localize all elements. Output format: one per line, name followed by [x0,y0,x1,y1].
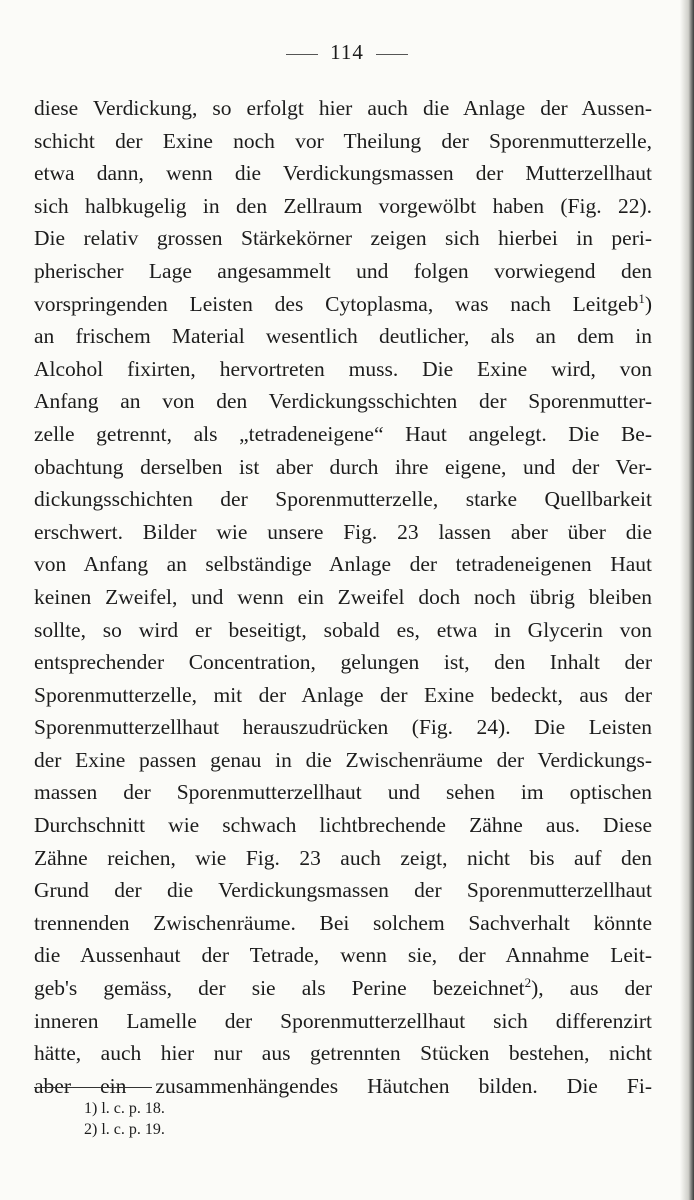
footnote-1: 1) l. c. p. 18. [84,1100,165,1117]
text-line: an frischem Material wesentlich deutlicher, als an dem in [34,324,652,349]
text-line: Durchschnitt wie schwach lichtbrechende Zähne aus. Diese [34,813,652,838]
text-line-main: vorspringenden Leisten des Cytoplasma, was nach Leitgeb [34,291,639,316]
text-line: Sporenmutterzellhaut herauszudrücken (Fig. 24). Die Leisten [34,715,652,740]
header-dash-left [286,54,318,55]
text-line: Anfang an von den Verdickungsschichten der Sporenmutter- [34,389,652,414]
text-line-with-footnote [34,288,652,321]
header-dash-right [376,54,408,55]
text-line: von Anfang an selbständige Anlage der tetradeneigenen Haut [34,552,652,577]
text-line: entsprechender Concentration, gelungen ist, den Inhalt der [34,650,652,675]
text-line: erschwert. Bilder wie unsere Fig. 23 lassen aber über die [34,519,652,544]
text-line: der Exine passen genau in die Zwischenräume der Verdickungs- [34,747,652,772]
text-line: Grund der die Verdickungsmassen der Sporenmutterzellhaut [34,878,652,903]
text-line-tail: ), aus der [531,976,652,1001]
text-line: sollte, so wird er beseitigt, sobald es, etwa in Glycerin von [34,617,652,642]
text-line: Alcohol fixirten, hervortreten muss. Die Exine wird, von [34,356,652,381]
text-line: schicht der Exine noch vor Theilung der Sporenmutterzelle, [34,128,652,153]
text-line: zelle getrennt, als „tetradeneigene“ Haut angelegt. Die Be- [34,421,652,446]
text-line: keinen Zweifel, und wenn ein Zweifel doch noch übrig bleiben [34,584,652,609]
text-line-main: geb's gemäss, der sie als Perine bezeichnet [34,976,525,1001]
footnotes [84,1098,165,1140]
text-line: hätte, auch hier nur aus getrennten Stücken bestehen, nicht [34,1041,652,1066]
text-line: trennenden Zwischenräume. Bei solchem Sachverhalt könnte [34,910,652,935]
page-edge-shadow [680,0,694,1200]
body-text [34,92,652,1102]
text-line: Zähne reichen, wie Fig. 23 auch zeigt, nicht bis auf den [34,845,652,870]
text-line-tail: ) [644,291,652,316]
text-line: inneren Lamelle der Sporenmutterzellhaut sich differenzirt [34,1008,652,1033]
text-line: sich halbkugelig in den Zellraum vorgewölbt haben (Fig. 22). [34,193,652,218]
footnote-ref-2: 2 [524,975,532,991]
text-line: aber ein zusammenhängendes Häutchen bilden. Die Fi- [34,1073,652,1098]
footnote-ref-1: 1 [638,290,645,306]
text-line: diese Verdickung, so erfolgt hier auch die Anlage der Aussen- [34,96,652,120]
text-line: etwa dann, wenn die Verdickungsmassen der Mutterzellhaut [34,161,652,186]
page-number: 114 [330,40,364,64]
text-line-with-footnote [34,972,652,1005]
text-line: pherischer Lage angesammelt und folgen vorwiegend den [34,258,652,283]
text-line: die Aussenhaut der Tetrade, wenn sie, der Annahme Leit- [34,943,652,968]
footnote-rule [34,1087,152,1088]
footnote-2: 2) l. c. p. 19. [84,1121,165,1138]
text-line: Sporenmutterzelle, mit der Anlage der Exine bedeckt, aus der [34,682,652,707]
text-line: Die relativ grossen Stärkekörner zeigen sich hierbei in peri- [34,226,652,251]
text-line: massen der Sporenmutterzellhaut und sehen im optischen [34,780,652,805]
text-line: dickungsschichten der Sporenmutterzelle, starke Quellbarkeit [34,487,652,512]
text-line: obachtung derselben ist aber durch ihre eigene, und der Ver- [34,454,652,479]
page-header [0,40,694,65]
